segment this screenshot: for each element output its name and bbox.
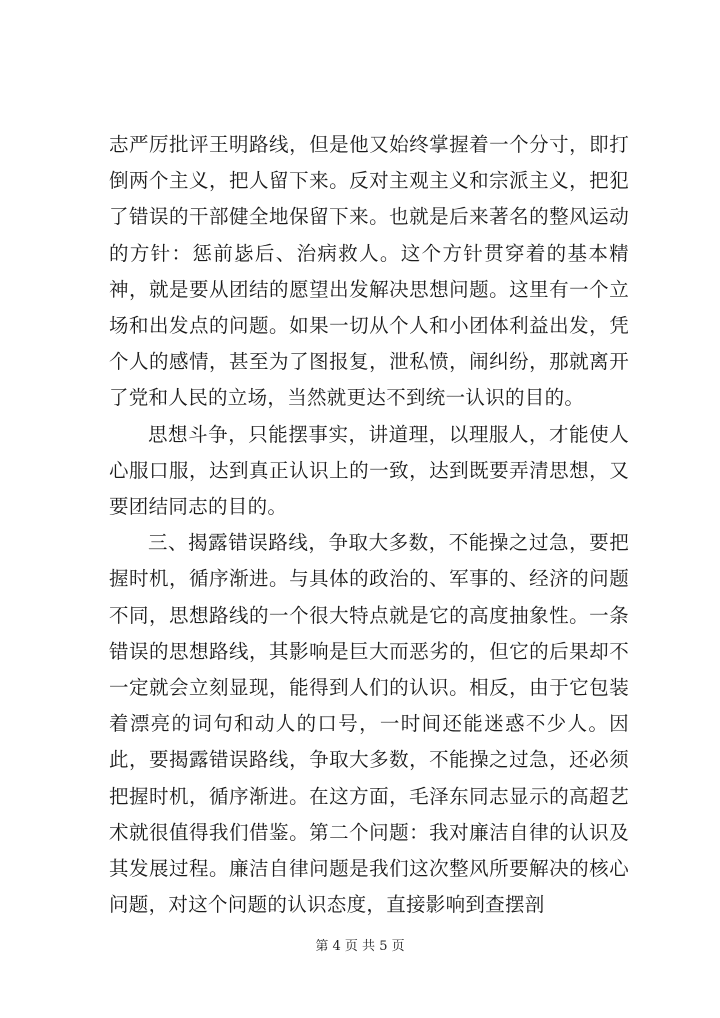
paragraph-2: 思想斗争，只能摆事实，讲道理，以理服人，才能使人心服口服，达到真正认识上的一致，达到既要弄清思想，又要团结同志的目的。 [109,422,629,519]
paragraph-1: 志严厉批评王明路线，但是他又始终掌握着一个分寸，即打倒两个主义，把人留下来。反对主观主义和宗派主义，把犯了错误的干部健全地保留下来。也就是后来著名的整风运动的方针：惩前毖后、治病救人。这个方针贯穿着的基本精神，就是要从团结的愿望出发解决思想问题。这里有一个立场和出发点的问题。如果一切从个人和小团体利益出发，凭个人的感情，甚至为了图报复，泄私愤，闹纠纷，那就离开了党和人民的立场，当然就更达不到统一认识的目的。 [109,133,629,410]
page-number-footer: 第 4 页 共 5 页 [315,939,405,954]
paragraph-3: 三、揭露错误路线，争取大多数，不能操之过急，要把握时机，循序渐进。与具体的政治的、军事的、经济的问题不同，思想路线的一个很大特点就是它的高度抽象性。一条错误的思想路线，其影响是巨大而恶劣的，但它的后果却不一定就会立刻显现，能得到人们的认识。相反，由于它包装着漂亮的词句和动人的口号，一时间还能迷惑不少人。因此，要揭露错误路线，争取大多数，不能操之过急，还必须把握时机，循序渐进。在这方面，毛泽东同志显示的高超艺术就很值得我们借鉴。第二个问题：我对廉洁自律的认识及其发展过程。廉洁自律问题是我们这次整风所要解决的核心问题，对这个问题的认识态度，直接影响到查摆剖 [109,531,629,917]
document-body [109,127,629,923]
